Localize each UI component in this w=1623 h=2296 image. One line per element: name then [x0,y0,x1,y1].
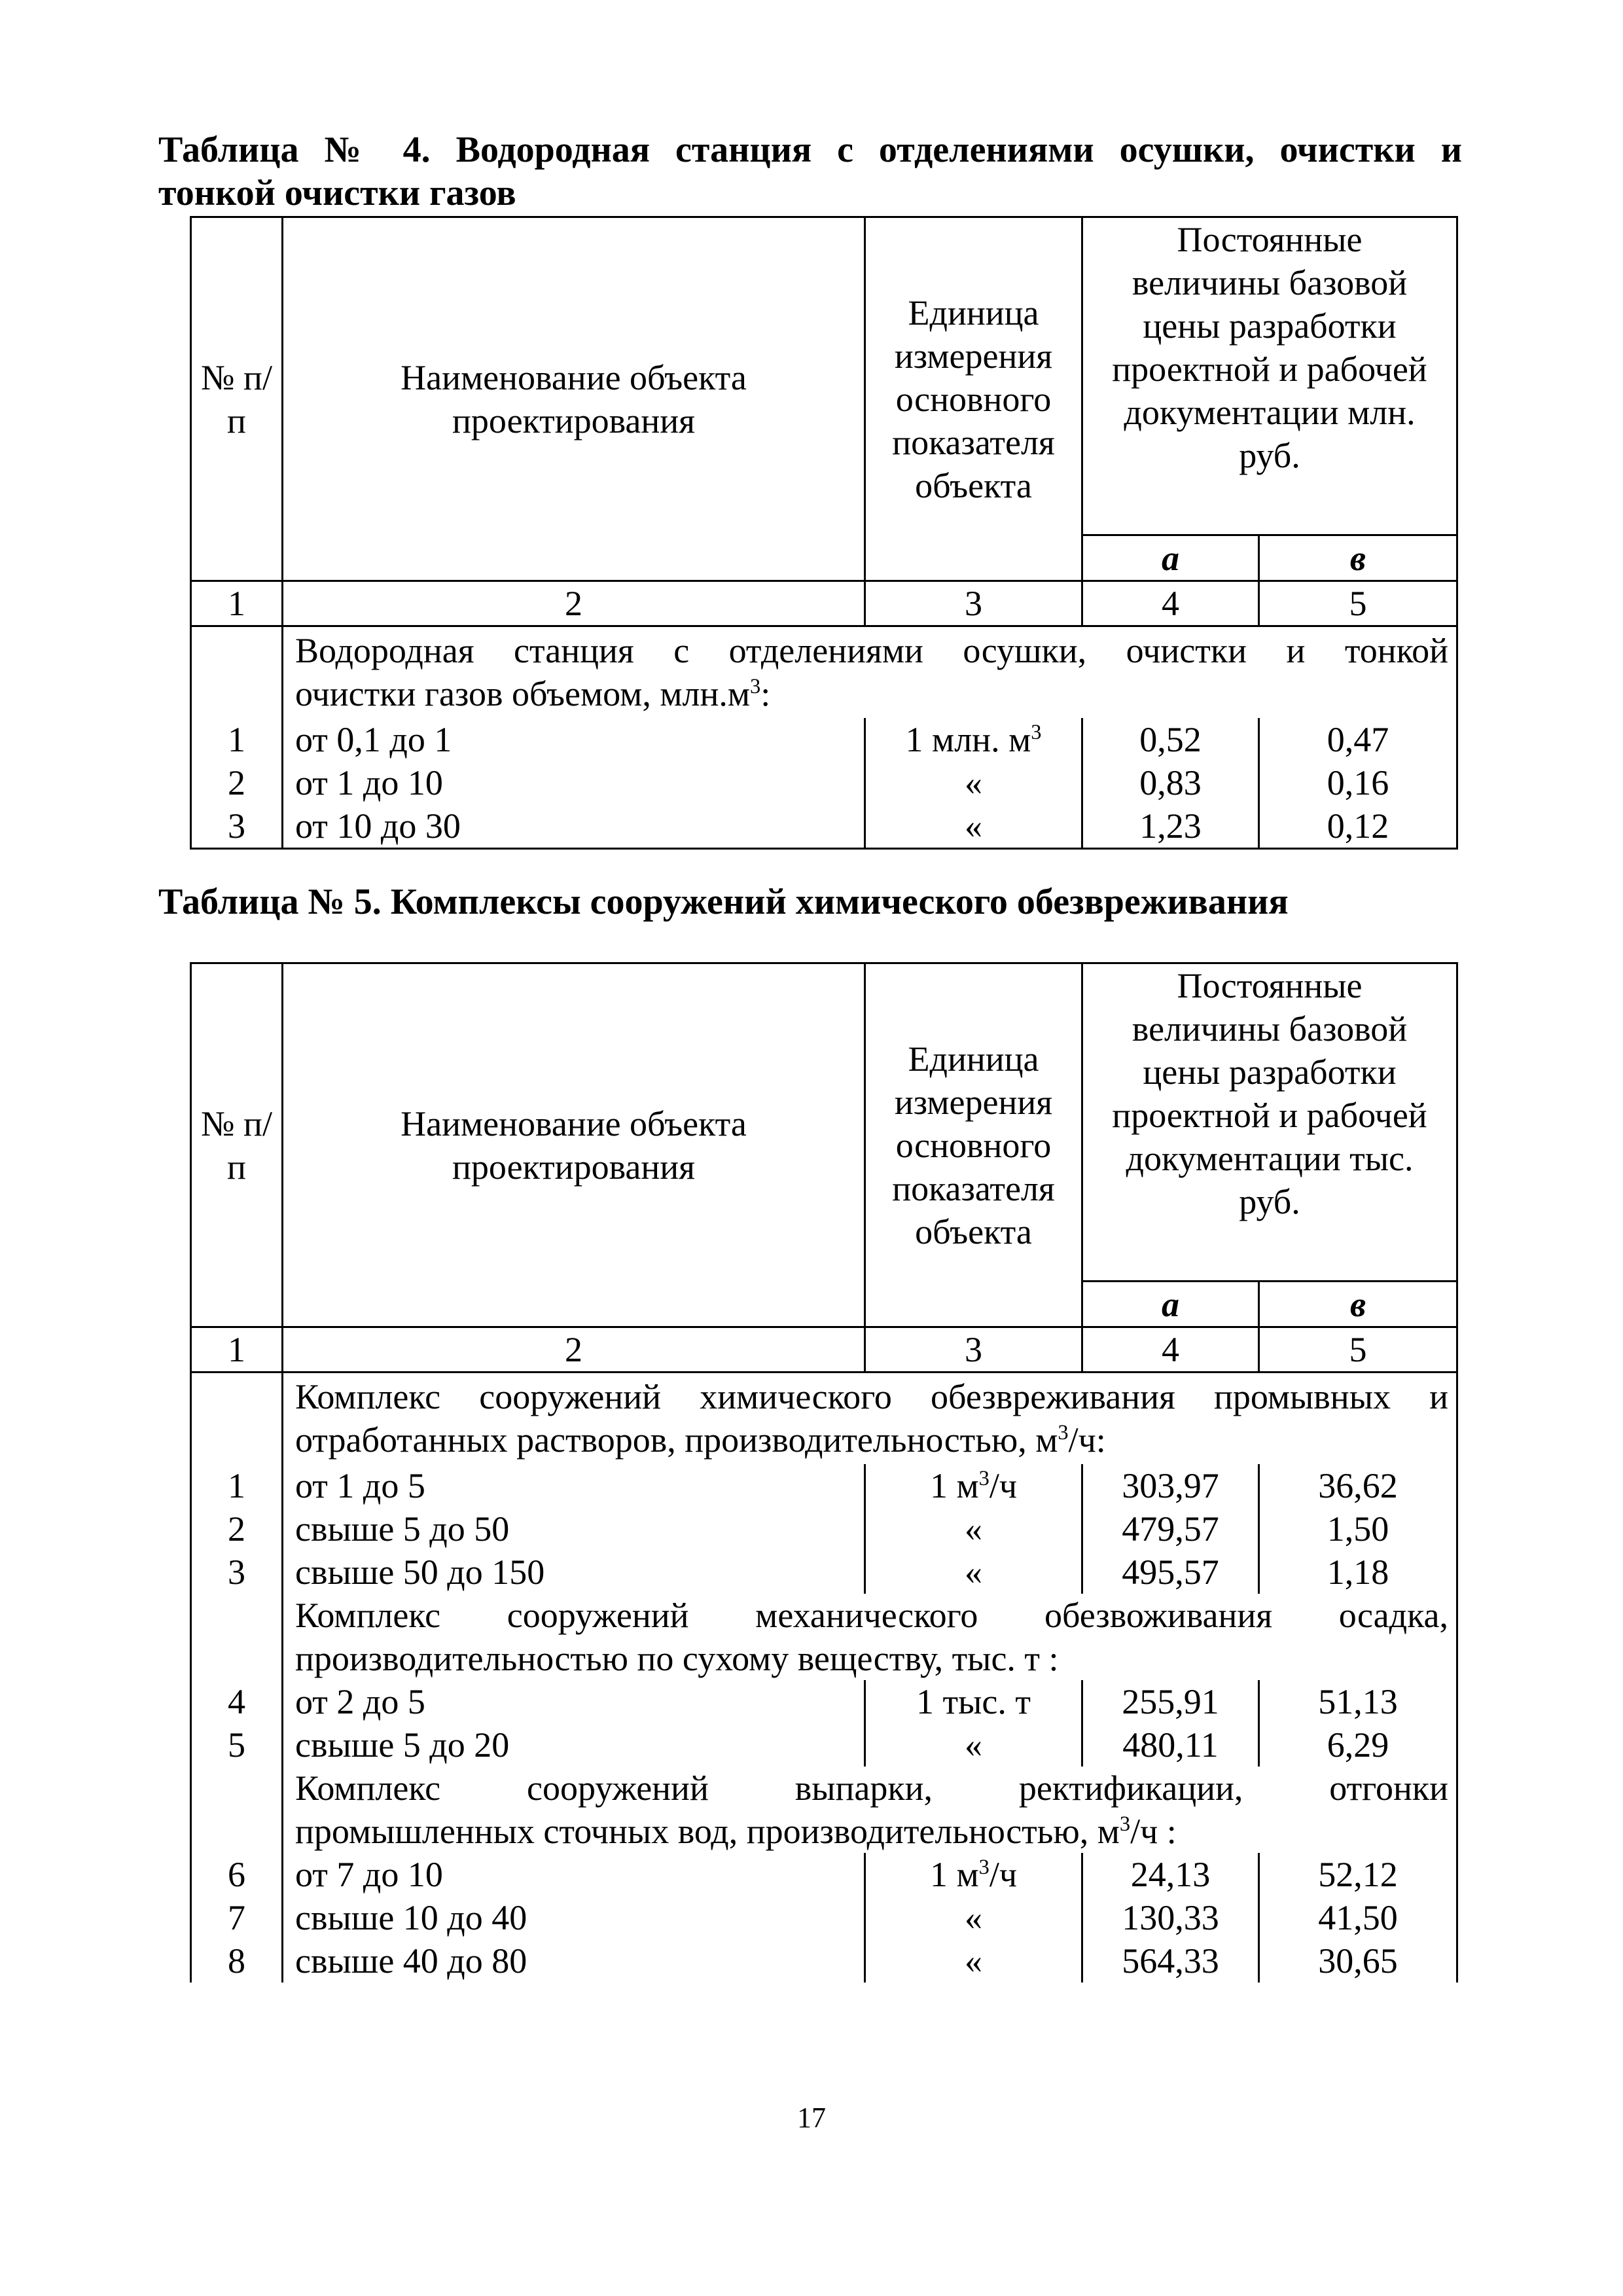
table4-colnum-5: 5 [1259,581,1457,626]
table4-title-line2: тонкой очистки газов [158,173,516,213]
table5 [190,962,1458,1982]
table-row: 1 от 1 до 5 1 $м^3/ч$ 303,97 36,62 [191,1464,1457,1507]
table5-group3-label: Комплекс сооружений выпарки, ректификации, отгонки промышленных сточных вод, производительностью, $м^3/ч$ : [283,1767,1457,1853]
table4-header-price: Постоянные величины базовой цены разработки проектной и рабочей документации млн. руб. [1082,217,1457,535]
table5-colnum-1: 1 [191,1327,283,1372]
table-row: 7 свыше 10 до 40 « 130,33 41,50 [191,1896,1457,1939]
table4-sub-b: в [1259,535,1457,581]
table-row: 1 от 0,1 до 1 1 млн. $м^3$ 0,52 0,47 [191,718,1457,761]
table4-group-label: Водородная станция с отделениями осушки, очистки и тонкой очистки газов объемом, $млн.м^3$: [283,626,1457,718]
table-row: 3 свыше 50 до 150 « 495,57 1,18 [191,1551,1457,1594]
table4-colnum-2: 2 [283,581,865,626]
table5-sub-b: в [1259,1282,1457,1327]
table-row: 2 от 1 до 10 « 0,83 0,16 [191,761,1457,804]
table4-header-name: Наименование объекта проектирования [283,217,865,581]
table5-header-num: № п/п [191,963,283,1327]
table4-colnum-3: 3 [865,581,1082,626]
table-row: 6 от 7 до 10 1 $м^3/ч$ 24,13 52,12 [191,1853,1457,1896]
table4-header-unit: Единица измерения основного показателя объекта [865,217,1082,581]
table-row: 4 от 2 до 5 1 тыс. т 255,91 51,13 [191,1680,1457,1723]
table-row: 2 свыше 5 до 50 « 479,57 1,50 [191,1507,1457,1551]
table4-group-label-line1: Водородная станция с отделениями осушки, очистки и тонкой [295,631,1448,671]
table4-header-num: № п/п [191,217,283,581]
page-number: 17 [797,2102,826,2134]
table4-title-line1: Таблица № 4. Водородная станция с отделениями осушки, очистки и [158,130,1462,170]
table5-header-unit: Единица измерения основного показателя объекта [865,963,1082,1327]
table4-colnum-1: 1 [191,581,283,626]
table5-colnum-4: 4 [1082,1327,1259,1372]
table5-colnum-5: 5 [1259,1327,1457,1372]
table5-header-name: Наименование объекта проектирования [283,963,865,1327]
table5-colnum-2: 2 [283,1327,865,1372]
table-row: 5 свыше 5 до 20 « 480,11 6,29 [191,1723,1457,1767]
table4-title [158,128,1462,215]
table5-group1-label: Комплекс сооружений химического обезвреживания промывных и отработанных растворов, производительностью, $м^3/ч$: [283,1372,1457,1464]
table5-header-price: Постоянные величины базовой цены разработки проектной и рабочей документации тыс. руб. [1082,963,1457,1282]
table4-sub-a: а [1082,535,1259,581]
table5-sub-a: а [1082,1282,1259,1327]
table5-group2-label: Комплекс сооружений механического обезвоживания осадка, производительностью по сухому веществу, тыс. т : [283,1594,1457,1680]
table5-colnum-3: 3 [865,1327,1082,1372]
table-row: 3 от 10 до 30 « 1,23 0,12 [191,804,1457,849]
table5-title: Таблица № 5. Комплексы сооружений химического обезвреживания [158,882,1289,922]
table4-colnum-4: 4 [1082,581,1259,626]
table-row: 8 свыше 40 до 80 « 564,33 30,65 [191,1939,1457,1982]
table4 [190,216,1458,850]
